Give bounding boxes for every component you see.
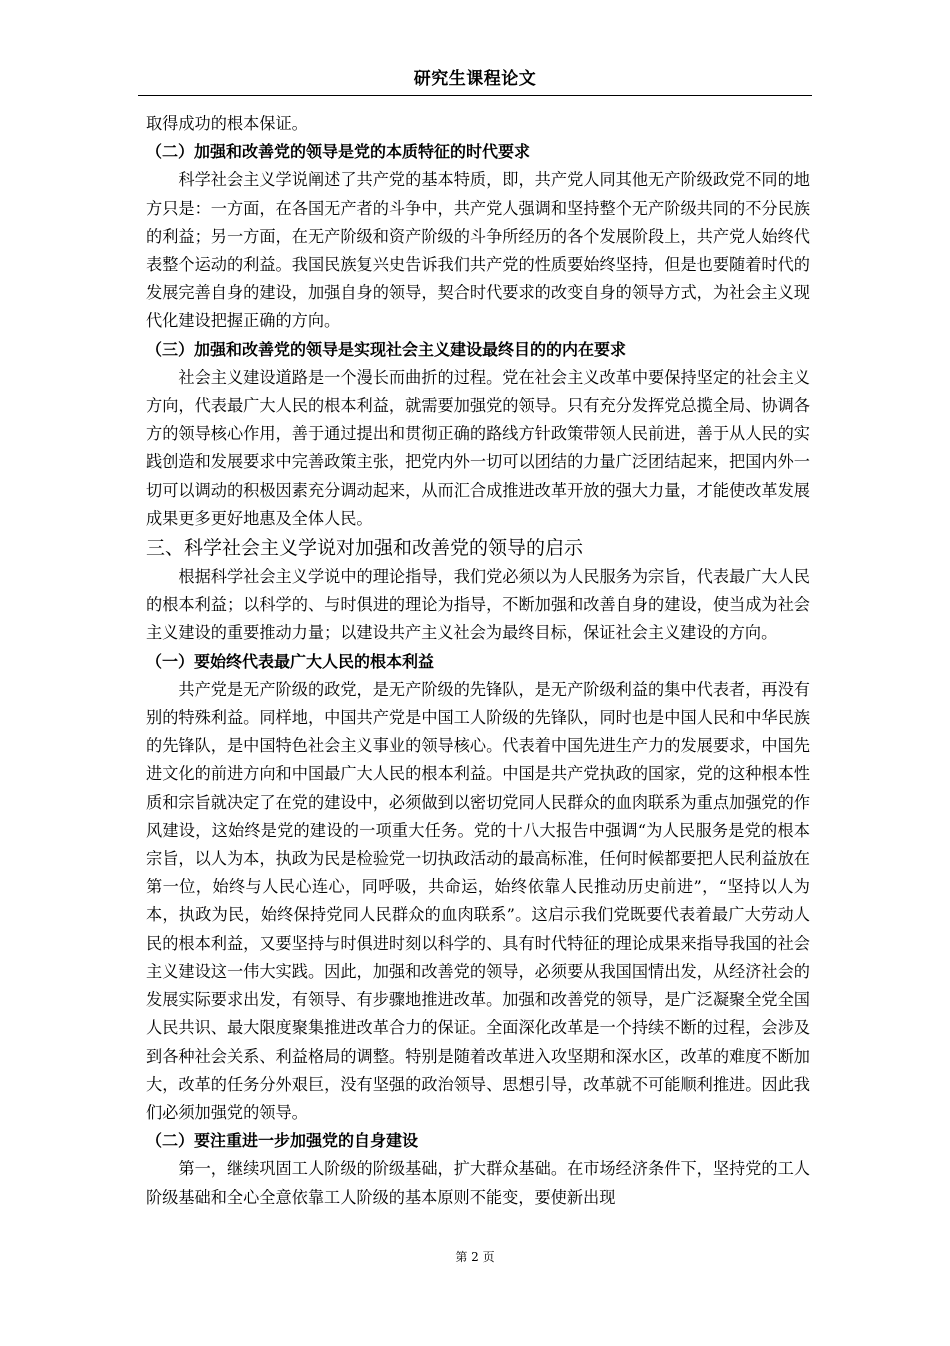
paragraph: 社会主义建设道路是一个漫长而曲折的过程。党在社会主义改革中要保持坚定的社会主义方向，代表最广大人民的根本利益，就需要加强党的领导。只有充分发挥党总揽全局、协调各方的领导核心作用，善于通过提出和贯彻正确的路线方针政策带领人民前进，善于从人民的实践创造和发展要求中完善政策主张，把党内外一切可以团结的力量广泛团结起来，把国内外一切可以调动的积极因素充分调动起来，从而汇合成推进改革开放的强大力量，才能使改革发展成果更多更好地惠及全体人民。	[146, 367, 810, 528]
paragraph: 共产党是无产阶级的政党，是无产阶级的先锋队，是无产阶级利益的集中代表者，再没有别的特殊利益。同样地，中国共产党是中国工人阶级的先锋队，同时也是中国人民和中华民族的先锋队，是中国特色社会主义事业的领导核心。代表着中国先进生产力的发展要求，中国先进文化的前进方向和中国最广大人民的根本利益。中国是共产党执政的国家，党的这种根本性质和宗旨就决定了在党的建设中，必须做到以密切党同人民群众的血肉联系为重点加强党的作风建设，这始终是党的建设的一项重大任务。党的十八大报告中强调“为人民服务是党的根本宗旨，以人为本，执政为民是检验党一切执政活动的最高标准，任何时候都要把人民利益放在第一位，始终与人民心连心，同呼吸，共命运，始终依靠人民推动历史前进”，“坚持以人为本，执政为民，始终保持党同人民群众的血肉联系”。这启示我们党既要代表着最广大劳动人民的根本利益，又要坚持与时俱进时刻以科学的、具有时代特征的理论成果来指导我国的社会主义建设这一伟大实践。因此，加强和改善党的领导，必须要从我国国情出发，从经济社会的发展实际要求出发，有领导、有步骤地推进改革。加强和改善党的领导，是广泛凝聚全党全国人民共识、最大限度聚集推进改革合力的保证。全面深化改革是一个持续不断的过程，会涉及到各种社会关系、利益格局的调整。特别是随着改革进入攻坚期和深水区，改革的难度不断加大，改革的任务分外艰巨，没有坚强的政治领导、思想引导，改革就不可能顺利推进。因此我们必须加强党的领导。	[146, 679, 810, 1122]
header-divider	[138, 95, 812, 96]
section-heading-3-1: （一）要始终代表最广大人民的根本利益	[146, 651, 435, 671]
paragraph: 第一，继续巩固工人阶级的阶级基础，扩大群众基础。在市场经济条件下，坚持党的工人阶级基础和全心全意依靠工人阶级的基本原则不能变，要使新出现	[146, 1159, 810, 1207]
paragraph: 取得成功的根本保证。	[146, 114, 308, 133]
document-body	[146, 110, 810, 1212]
section-heading-2-2: （二）加强和改善党的领导是党的本质特征的时代要求	[146, 142, 531, 162]
paragraph: 科学社会主义学说阐述了共产党的基本特质，即，共产党人同其他无产阶级政党不同的地方只是：一方面，在各国无产者的斗争中，共产党人强调和坚持整个无产阶级共同的不分民族的利益；另一方面，在无产阶级和资产阶级的斗争所经历的各个发展阶段上，共产党人始终代表整个运动的利益。我国民族复兴史告诉我们共产党的性质要始终坚持，但是也要随着时代的发展完善自身的建设，加强自身的领导，契合时代要求的改变自身的领导方式，为社会主义现代化建设把握正确的方向。	[146, 170, 810, 331]
page-number: 第 2 页	[455, 1250, 495, 1264]
chapter-heading-3: 三、科学社会主义学说对加强和改善党的领导的启示	[146, 537, 584, 560]
paragraph: 根据科学社会主义学说中的理论指导，我们党必须以为人民服务为宗旨，代表最广大人民的根本利益；以科学的、与时俱进的理论为指导，不断加强和改善自身的建设，使当成为社会主义建设的重要推动力量；以建设共产主义社会为最终目标，保证社会主义建设的方向。	[146, 567, 810, 643]
section-heading-2-3: （三）加强和改善党的领导是实现社会主义建设最终目的的内在要求	[146, 339, 627, 359]
page-header-title: 研究生课程论文	[413, 69, 537, 89]
section-heading-3-2: （二）要注重进一步加强党的自身建设	[146, 1131, 419, 1151]
